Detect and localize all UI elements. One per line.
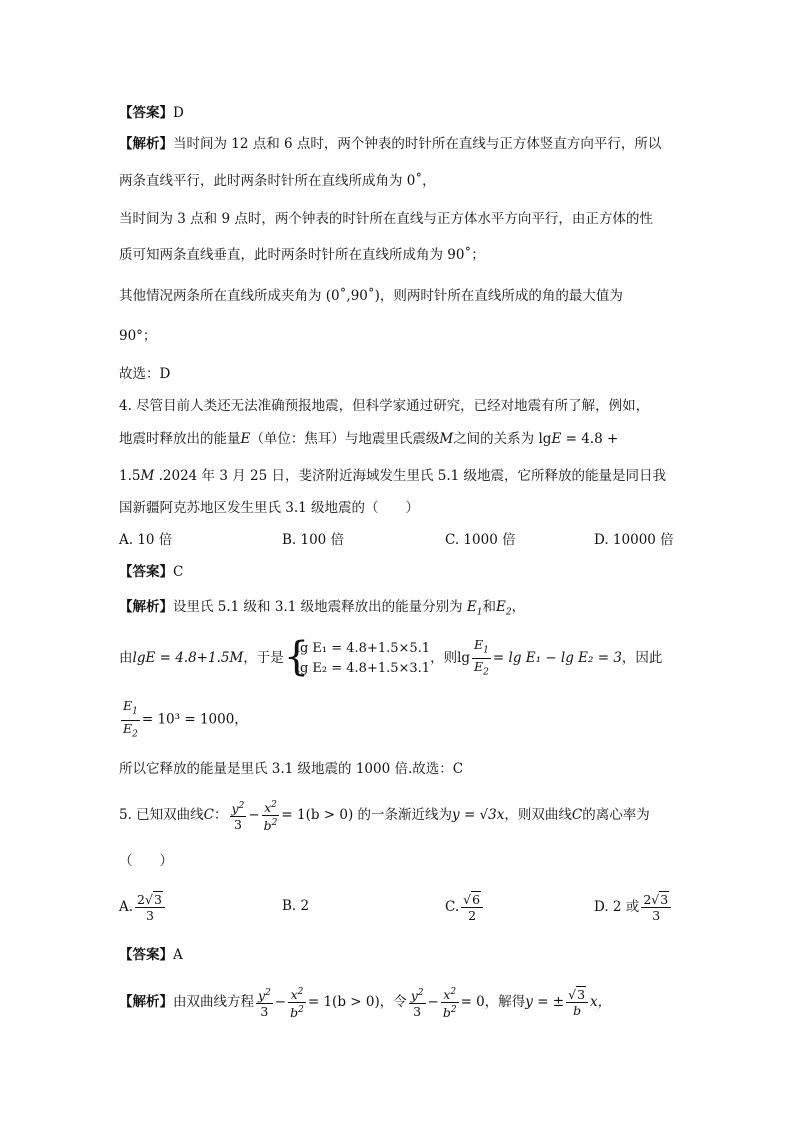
equation-system xyxy=(283,633,431,680)
q3-analysis-line-3 xyxy=(119,210,653,228)
q5-answer xyxy=(119,946,183,964)
fraction-e1-e2: $\frac{E_1}{E_2}$ xyxy=(123,698,138,739)
math-expression: = 10³ = 1000， xyxy=(141,711,248,728)
math-expression: = lg E₁ − lg E₂ = 3 xyxy=(492,650,622,666)
text: = 1(b > 0) 的一条渐近线为 xyxy=(281,807,453,823)
math-var: C xyxy=(571,807,583,823)
option-label: B. 100 倍 xyxy=(282,532,345,548)
fraction-sqrt6-2: $\frac{√6}{2}$ xyxy=(461,892,483,923)
text: ，则双曲线 xyxy=(504,807,572,823)
text: 国新疆阿克苏地区发生里氏 3.1 级地震的（ ） xyxy=(119,500,420,516)
fraction-2sqrt3-3: $\frac{2√3}{3}$ xyxy=(641,892,671,923)
q5-option-a xyxy=(119,886,167,928)
text: = 1(b > 0)，令 xyxy=(307,994,407,1010)
text: ，因此 xyxy=(621,650,663,666)
q4-stem-line-1 xyxy=(119,397,649,415)
math-e1: $E_1$ xyxy=(466,599,483,618)
q5-stem-line-1: 5. 已知双曲线C： $\frac{y^2}{3}$ − $\frac{x^2}{b^2}$ = 1(b > 0) 的一条渐近线为y = √3x，则双曲线C的离心率为 xyxy=(119,799,650,834)
q5-option-b xyxy=(282,897,309,915)
q3-analysis-line-6 xyxy=(119,327,156,345)
text: 的离心率为 xyxy=(582,807,650,823)
text: 两条直线平行，此时两条时针所在直线所成角为 0˚， xyxy=(119,173,436,189)
text: 质可知两条直线垂直，此时两条时针所在直线所成角为 90˚； xyxy=(119,247,485,263)
text: = 4.8 + xyxy=(561,431,619,447)
math-e2: $E_2$ xyxy=(496,599,512,618)
text: 地震时释放出的能量 xyxy=(119,431,241,447)
answer-value: D xyxy=(173,105,184,121)
answer-tag: 【答案】 xyxy=(119,947,173,963)
math-var: M xyxy=(140,468,155,484)
fraction-y2-3: $\frac{y^2}{3}$ xyxy=(410,987,424,1020)
analysis-tag: 【解析】 xyxy=(119,994,173,1010)
text: 其他情况两条所在直线所成夹角为 (0˚,90˚)，则两时针所在直线所成的角的最大值为 xyxy=(119,288,623,304)
option-label: A. 10 倍 xyxy=(119,532,173,548)
math-var: E xyxy=(240,431,251,447)
text: ： xyxy=(214,807,228,823)
option-label: D. 10000 倍 xyxy=(594,532,674,548)
q4-option-c xyxy=(445,531,516,549)
answer-tag: 【答案】 xyxy=(119,105,173,121)
answer-value: A xyxy=(173,947,183,963)
text: = 0，解得 xyxy=(460,994,526,1010)
option-label: B. 2 xyxy=(282,898,310,914)
fraction-x2-b2: $\frac{x^2}{b^2}$ xyxy=(290,986,304,1021)
q3-analysis-line-4 xyxy=(119,246,485,264)
q4-conclusion xyxy=(119,760,463,778)
q3-analysis-line-5 xyxy=(119,287,623,305)
q4-analysis-line-1 xyxy=(119,598,525,622)
q4-option-d xyxy=(594,531,674,549)
q3-analysis-line-2 xyxy=(119,172,436,190)
brace-icon: { xyxy=(283,633,310,680)
text: 5. 已知双曲线 xyxy=(119,807,204,823)
option-label: A. xyxy=(119,899,134,915)
text: 和 xyxy=(482,599,496,615)
math-expression: lgE = 4.8+1.5M xyxy=(132,650,244,666)
option-label: D. 2 或 xyxy=(594,899,640,915)
text: 当时间为 12 点和 6 点时，两个钟表的时针所在直线与正方体竖直方向平行，所以 xyxy=(173,136,662,152)
q3-analysis-line-1 xyxy=(119,135,661,153)
q3-conclusion xyxy=(119,365,170,383)
text: ， xyxy=(511,599,526,615)
fraction-e1-e2: $\frac{E_1}{E_2}$ xyxy=(474,636,489,678)
fraction-y2-3: $\frac{y^2}{3}$ xyxy=(231,800,245,833)
fraction-x2-b2: $\frac{x^2}{b^2}$ xyxy=(263,799,278,834)
answer-tag: 【答案】 xyxy=(119,564,173,580)
analysis-tag: 【解析】 xyxy=(119,599,173,615)
text: 1.5 xyxy=(119,468,141,484)
q4-option-a xyxy=(119,531,172,549)
q4-analysis-line-2: 由lgE = 4.8+1.5M，于是 { lg E₁ = 4.8+1.5×5.1 lg E₂ = 4.8+1.5×3.1 ，则lg $\frac{E_1}{E_2}$ = lg E₁ − lg E₂ = 3，因此 xyxy=(119,633,663,680)
math-var: M xyxy=(439,431,454,447)
fraction-sqrt3-b: $\frac{√3}{b}$ xyxy=(566,987,588,1018)
text: ，于是 xyxy=(243,650,284,666)
text: 4. 尽管目前人类还无法准确预报地震，但科学家通过研究，已经对地震有所了解，例如， xyxy=(119,398,650,414)
math-var: C xyxy=(203,807,215,823)
q5-option-d xyxy=(594,886,673,928)
text: （单位：焦耳）与地震里氏震级 xyxy=(250,431,440,447)
math-expression: y = √3x xyxy=(452,807,505,823)
option-label: C. 1000 倍 xyxy=(445,532,516,548)
option-label: C. xyxy=(445,899,460,915)
q4-option-b xyxy=(282,531,344,549)
answer-value: C xyxy=(173,564,184,580)
q4-analysis-line-3 xyxy=(119,698,248,742)
text: 设里氏 5.1 级和 3.1 级地震释放出的能量分别为 xyxy=(173,599,463,615)
q4-stem-line-2 xyxy=(119,430,618,448)
equation-row: lg E₁ = 4.8+1.5×5.1 xyxy=(295,640,431,656)
q5-option-c xyxy=(445,886,485,928)
text: （ ） xyxy=(119,853,173,869)
math-expression: x， xyxy=(590,994,612,1010)
text: 之间的关系为 lg xyxy=(453,431,552,447)
text: 所以它释放的能量是里氏 3.1 级地震的 1000 倍.故选：C xyxy=(119,761,464,777)
fraction-y2-3: $\frac{y^2}{3}$ xyxy=(258,987,271,1020)
text: 当时间为 3 点和 9 点时，两个钟表的时针所在直线与正方体水平方向平行，由正方体的性 xyxy=(119,211,653,227)
q5-stem-line-2 xyxy=(119,852,173,870)
equation-row: lg E₂ = 4.8+1.5×3.1 xyxy=(295,660,431,676)
q4-stem-line-3 xyxy=(119,467,666,485)
math-expression: y = ± xyxy=(525,994,565,1010)
text: .2024 年 3 月 25 日，斐济附近海域发生里氏 5.1 级地震，它所释放的能量是同日我 xyxy=(154,468,667,484)
q3-answer xyxy=(119,104,184,122)
q4-answer xyxy=(119,563,183,581)
fraction-2sqrt3-3: $\frac{2√3}{3}$ xyxy=(135,892,165,923)
q5-analysis-line-1: 【解析】由双曲线方程 $\frac{y^2}{3}$ − $\frac{x^2}{b^2}$ = 1(b > 0)，令 $\frac{y^2}{3}$ − $\frac{x^2}{b^2}$ = 0，解得y = ± $\frac{√3}{b}$ x， xyxy=(119,986,612,1021)
fraction-x2-b2: $\frac{x^2}{b^2}$ xyxy=(442,986,457,1021)
text: 由 xyxy=(119,650,133,666)
text: ，则 xyxy=(430,650,458,666)
text: 故选：D xyxy=(119,366,171,382)
text: 由双曲线方程 xyxy=(173,994,254,1010)
q4-stem-line-4 xyxy=(119,499,419,517)
text: 90°； xyxy=(119,328,157,344)
analysis-tag: 【解析】 xyxy=(119,136,173,152)
math-var: E xyxy=(551,431,562,447)
